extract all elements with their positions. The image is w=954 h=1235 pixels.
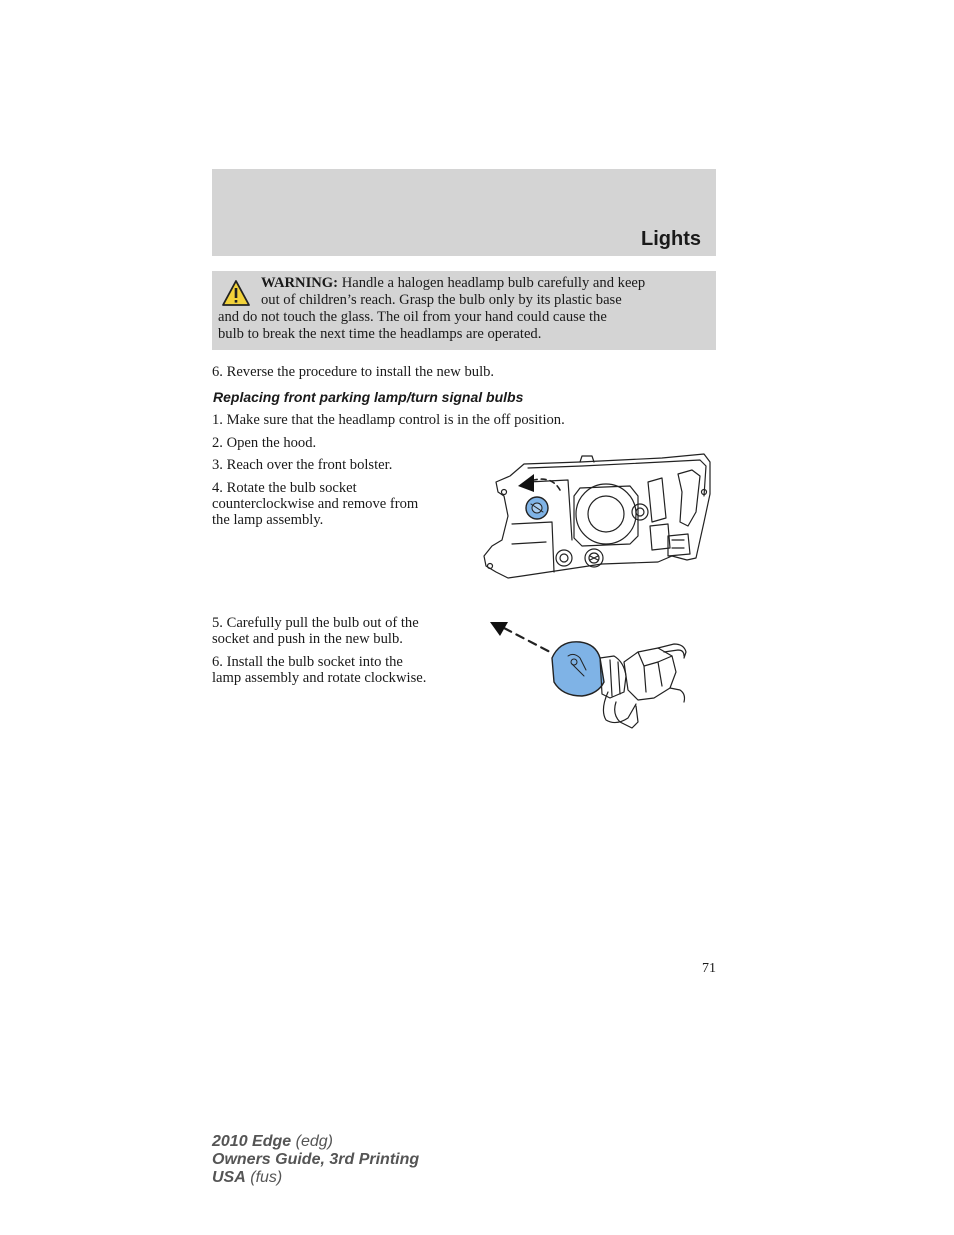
section-title: Lights	[641, 228, 701, 250]
step-6-install	[212, 654, 426, 686]
step-4-line-1: 4. Rotate the bulb socket	[212, 480, 357, 496]
warning-line-2: out of children’s reach. Grasp the bulb only by its plastic base	[261, 292, 622, 308]
document-footer	[212, 1133, 419, 1187]
step-5	[212, 615, 419, 647]
step-3: 3. Reach over the front bolster.	[212, 457, 393, 473]
step-reverse-procedure: 6. Reverse the procedure to install the new bulb.	[212, 364, 495, 380]
step-6-line-1: 6. Install the bulb socket into the	[212, 654, 403, 670]
step-5-line-1: 5. Carefully pull the bulb out of the	[212, 615, 419, 631]
footer-line-3	[212, 1169, 419, 1187]
bulb-socket-illustration	[488, 618, 690, 732]
warning-text	[218, 275, 710, 343]
footer-model: 2010 Edge	[212, 1133, 292, 1150]
step-4-line-3: the lamp assembly.	[212, 512, 324, 528]
warning-line-3: and do not touch the glass. The oil from your hand could cause the	[218, 309, 607, 325]
footer-line-2	[212, 1151, 419, 1169]
step-6-line-2: lamp assembly and rotate clockwise.	[212, 670, 427, 686]
page-number: 71	[702, 961, 716, 976]
subheading: Replacing front parking lamp/turn signal bulbs	[213, 389, 524, 405]
step-4-line-2: counterclockwise and remove from	[212, 496, 419, 512]
step-1: 1. Make sure that the headlamp control is in the off position.	[212, 412, 565, 428]
footer-model-code: (edg)	[295, 1133, 333, 1150]
warning-label: WARNING:	[261, 275, 339, 291]
step-2: 2. Open the hood.	[212, 435, 317, 451]
step-5-line-2: socket and push in the new bulb.	[212, 631, 403, 647]
headlamp-assembly-illustration	[482, 452, 714, 584]
footer-region-code: (fus)	[250, 1169, 283, 1186]
footer-line-1	[212, 1133, 419, 1151]
step-4	[212, 480, 418, 528]
warning-line-1: Handle a halogen headlamp bulb carefully and keep	[341, 275, 646, 291]
warning-box	[212, 271, 716, 350]
warning-line-4: bulb to break the next time the headlamps are operated.	[218, 326, 542, 342]
section-header	[212, 169, 716, 256]
footer-region: USA	[212, 1169, 246, 1186]
footer-guide: Owners Guide, 3rd Printing	[212, 1151, 420, 1168]
